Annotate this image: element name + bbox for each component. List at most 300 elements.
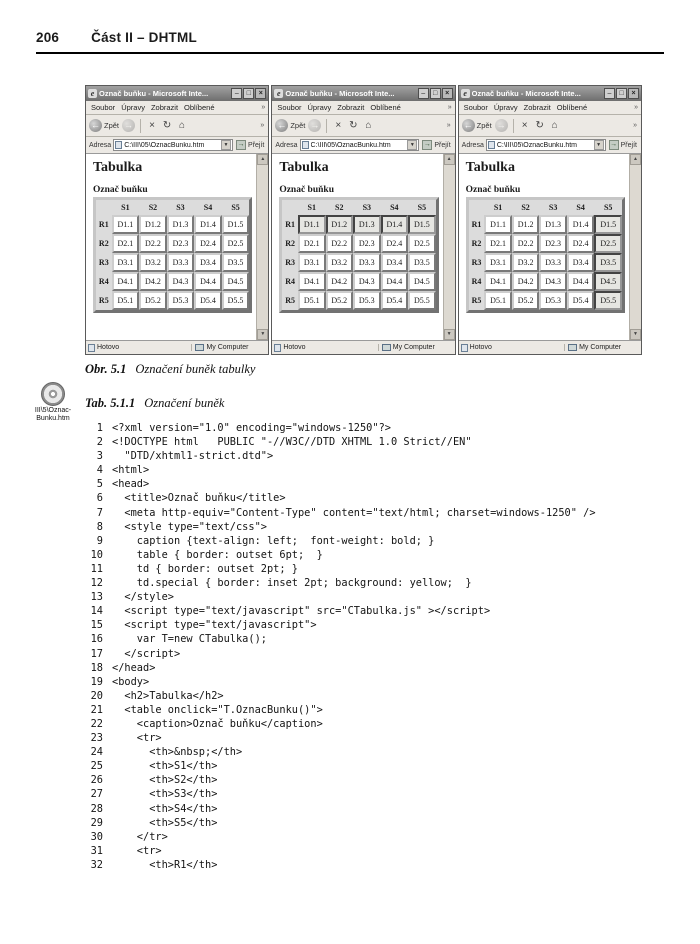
- table-cell[interactable]: D1.4: [567, 215, 595, 234]
- data-table: [93, 197, 252, 313]
- menu-overflow-chevron[interactable]: »: [447, 104, 452, 111]
- table-cell[interactable]: D3.1: [112, 253, 140, 272]
- code-text: <title>Označ buňku</title>: [112, 492, 286, 505]
- table-cell[interactable]: D1.5: [594, 215, 622, 234]
- ie-logo-icon: e: [274, 89, 283, 98]
- table-cell[interactable]: D4.2: [139, 272, 167, 291]
- line-number: 3: [96, 450, 103, 463]
- menu-item[interactable]: Soubor: [277, 103, 302, 112]
- ie-logo-icon: e: [461, 89, 470, 98]
- table-cell[interactable]: D5.2: [139, 291, 167, 310]
- table-cell[interactable]: D3.2: [512, 253, 540, 272]
- go-label: Přejít: [434, 141, 451, 149]
- figure-caption: [85, 362, 255, 377]
- code-line: [85, 562, 596, 576]
- address-label: Adresa: [89, 141, 112, 149]
- address-dropdown-button[interactable]: ▼: [221, 140, 231, 150]
- code-text: <th>&nbsp;</th>: [112, 746, 243, 759]
- row-header: R1: [98, 220, 109, 229]
- table-cell[interactable]: D2.5: [594, 234, 622, 253]
- table-row: [469, 215, 622, 234]
- menu-item[interactable]: Oblíbené: [184, 103, 215, 112]
- row-header: R3: [98, 258, 109, 267]
- status-zone-label: My Computer: [206, 344, 249, 351]
- code-text: <tr>: [112, 844, 162, 857]
- refresh-icon[interactable]: ↻: [535, 119, 544, 131]
- forward-icon[interactable]: →: [310, 120, 320, 130]
- code-text: <th>S2</th>: [112, 774, 218, 787]
- table-cell[interactable]: D4.5: [222, 272, 250, 291]
- table-cell[interactable]: D3.3: [539, 253, 567, 272]
- my-computer-icon: [568, 344, 577, 351]
- code-line: [85, 858, 596, 872]
- address-input[interactable]: [113, 139, 233, 151]
- table-cell[interactable]: D4.5: [594, 272, 622, 291]
- menu-item[interactable]: Zobrazit: [337, 103, 365, 112]
- menu-item[interactable]: Úpravy: [493, 103, 518, 112]
- column-header: S1: [307, 203, 316, 212]
- table-row: [282, 253, 435, 272]
- toolbar-overflow-chevron[interactable]: »: [446, 122, 451, 129]
- table-cell[interactable]: D3.5: [594, 253, 622, 272]
- maximize-button[interactable]: □: [616, 88, 627, 99]
- table-row: [96, 215, 249, 234]
- go-button[interactable]: [608, 140, 638, 150]
- scroll-up-button[interactable]: ▲: [444, 154, 455, 165]
- table-cell[interactable]: D2.5: [408, 234, 436, 253]
- table-cell[interactable]: D1.2: [139, 215, 167, 234]
- code-line: [85, 745, 596, 759]
- window-controls: [418, 88, 453, 99]
- line-number: 21: [90, 703, 103, 716]
- back-button[interactable]: [275, 119, 305, 132]
- table-row: [282, 215, 435, 234]
- scroll-up-button[interactable]: ▲: [257, 154, 268, 165]
- table-cell[interactable]: D2.1: [484, 234, 512, 253]
- table-row: [469, 234, 622, 253]
- table-cell[interactable]: D2.3: [353, 234, 381, 253]
- address-value: C:\III\05\OznacBunku.htm: [124, 141, 205, 149]
- corner-cell: [96, 200, 112, 215]
- code-line: [85, 604, 596, 618]
- content-heading: Tabulka: [465, 160, 515, 175]
- forward-icon[interactable]: →: [496, 120, 506, 130]
- table-cell[interactable]: D4.3: [353, 272, 381, 291]
- minimize-button[interactable]: –: [418, 88, 429, 99]
- table-cell[interactable]: D5.4: [194, 291, 222, 310]
- toolbar-overflow-chevron[interactable]: »: [260, 122, 265, 129]
- table-cell[interactable]: D1.4: [381, 215, 409, 234]
- line-number: 14: [90, 605, 103, 618]
- table-cell[interactable]: D5.3: [167, 291, 195, 310]
- status-text: Hotovo: [97, 344, 120, 351]
- status-icon: [274, 344, 281, 352]
- table-row: [96, 234, 249, 253]
- corner-cell: [282, 200, 298, 215]
- data-table: [466, 197, 625, 313]
- code-line: [85, 802, 596, 816]
- address-input[interactable]: [486, 139, 606, 151]
- header-row: [469, 200, 622, 215]
- menu-overflow-chevron[interactable]: »: [261, 104, 266, 111]
- table-cell[interactable]: D5.1: [484, 291, 512, 310]
- column-header: S4: [390, 203, 399, 212]
- stop-icon[interactable]: ×: [335, 119, 342, 131]
- status-text: Hotovo: [283, 344, 306, 351]
- code-line: [85, 830, 596, 844]
- address-bar: [459, 137, 641, 154]
- code-text: <!DOCTYPE html PUBLIC "-//W3C//DTD XHTML 1.0 Strict//EN": [112, 436, 472, 449]
- scroll-down-button[interactable]: ▼: [630, 329, 641, 340]
- table-cell[interactable]: D2.3: [539, 234, 567, 253]
- address-dropdown-button[interactable]: ▼: [594, 140, 604, 150]
- table-cell[interactable]: D5.3: [353, 291, 381, 310]
- table-cell[interactable]: D3.1: [484, 253, 512, 272]
- browser-window: [85, 85, 269, 355]
- page-header: [36, 30, 197, 45]
- menu-bar: [459, 101, 641, 115]
- minimize-button[interactable]: –: [604, 88, 615, 99]
- maximize-button[interactable]: □: [243, 88, 254, 99]
- status-zone-label: My Computer: [392, 344, 435, 351]
- row-header: R2: [98, 239, 109, 248]
- window-controls: [604, 88, 639, 99]
- row-header: R2: [471, 239, 482, 248]
- code-line: [85, 703, 596, 717]
- code-text: </tr>: [112, 830, 168, 843]
- window-titlebar[interactable]: [86, 86, 268, 101]
- cd-note-line2: Bunku.htm: [36, 415, 70, 423]
- table-cell[interactable]: D1.5: [222, 215, 250, 234]
- refresh-icon[interactable]: ↻: [349, 119, 358, 131]
- table-cell[interactable]: D1.1: [112, 215, 140, 234]
- table-cell[interactable]: D4.4: [567, 272, 595, 291]
- close-button[interactable]: ×: [255, 88, 266, 99]
- close-button[interactable]: ×: [442, 88, 453, 99]
- line-number: 29: [90, 816, 103, 829]
- scroll-up-button[interactable]: ▲: [630, 154, 641, 165]
- table-cell[interactable]: D5.5: [222, 291, 250, 310]
- menu-item[interactable]: Oblíbené: [556, 103, 588, 112]
- table-cell[interactable]: D4.1: [112, 272, 140, 291]
- status-zone: [191, 344, 266, 351]
- table-cell[interactable]: D5.5: [408, 291, 436, 310]
- content-heading: Tabulka: [93, 160, 143, 175]
- table-cell[interactable]: D3.3: [167, 253, 195, 272]
- go-button[interactable]: [235, 140, 265, 150]
- code-line: [85, 717, 596, 731]
- code-text: <th>S4</th>: [112, 802, 218, 815]
- code-line: [85, 632, 596, 646]
- menu-item[interactable]: Úpravy: [121, 103, 145, 112]
- table-cell[interactable]: D3.4: [567, 253, 595, 272]
- table-cell[interactable]: D3.2: [139, 253, 167, 272]
- code-line: [85, 449, 596, 463]
- address-label: Adresa: [461, 141, 484, 149]
- table-cell[interactable]: D5.1: [298, 291, 326, 310]
- table-cell[interactable]: D3.1: [298, 253, 326, 272]
- browser-toolbar: [459, 115, 641, 137]
- code-line: [85, 618, 596, 632]
- table-cell[interactable]: D1.5: [408, 215, 436, 234]
- line-number: 11: [90, 562, 103, 575]
- table-cell[interactable]: D1.1: [484, 215, 512, 234]
- line-number: 5: [96, 478, 103, 491]
- vertical-scrollbar[interactable]: [443, 154, 455, 340]
- line-number: 31: [90, 844, 103, 857]
- code-text: <caption>Označ buňku</caption>: [112, 717, 323, 730]
- menu-item[interactable]: Úpravy: [307, 103, 332, 112]
- code-line: [85, 844, 596, 858]
- scroll-down-button[interactable]: ▼: [444, 329, 455, 340]
- table-cell[interactable]: D5.1: [112, 291, 140, 310]
- refresh-icon[interactable]: ↻: [162, 119, 172, 131]
- status-icon: [88, 344, 95, 352]
- table-cell[interactable]: D2.2: [139, 234, 167, 253]
- column-header: S4: [203, 203, 213, 212]
- line-number: 4: [96, 464, 103, 477]
- menu-item[interactable]: Zobrazit: [523, 103, 551, 112]
- table-cell[interactable]: D5.2: [326, 291, 354, 310]
- line-number: 16: [90, 633, 103, 646]
- stop-icon[interactable]: ×: [521, 119, 528, 131]
- row-header: R1: [285, 220, 296, 229]
- table-caption: Označ buňku: [465, 185, 521, 195]
- table-cell[interactable]: D2.5: [222, 234, 250, 253]
- status-text: Hotovo: [469, 344, 492, 351]
- table-cell[interactable]: D1.3: [353, 215, 381, 234]
- status-bar: [272, 340, 454, 354]
- code-text: var T=new CTabulka();: [112, 633, 267, 646]
- home-icon[interactable]: ⌂: [551, 119, 558, 131]
- menu-item[interactable]: Soubor: [463, 103, 488, 112]
- column-header: S1: [121, 203, 130, 212]
- code-text: td { border: outset 2pt; }: [112, 562, 298, 575]
- table-cell[interactable]: D2.4: [194, 234, 222, 253]
- column-header: S3: [176, 203, 185, 212]
- page-icon: [302, 141, 309, 149]
- code-line: [85, 759, 596, 773]
- window-controls: [231, 88, 266, 99]
- table-cell[interactable]: D5.3: [539, 291, 567, 310]
- figure-caption-text: Označení buněk tabulky: [135, 362, 256, 376]
- line-number: 28: [90, 802, 103, 815]
- table-caption: Označ buňku: [93, 185, 148, 195]
- table-cell[interactable]: D1.4: [194, 215, 222, 234]
- window-titlebar[interactable]: [459, 86, 641, 101]
- back-label: Zpět: [104, 121, 120, 130]
- go-button[interactable]: [421, 140, 451, 150]
- table-cell[interactable]: D1.3: [167, 215, 195, 234]
- minimize-button[interactable]: –: [231, 88, 242, 99]
- line-number: 7: [96, 506, 103, 519]
- line-number: 10: [90, 548, 103, 561]
- column-header: S5: [603, 203, 613, 212]
- status-zone-label: My Computer: [579, 344, 622, 351]
- code-listing: [85, 421, 596, 872]
- line-number: 20: [90, 689, 103, 702]
- code-text: table { border: outset 6pt; }: [112, 548, 323, 561]
- table-cell[interactable]: D4.4: [194, 272, 222, 291]
- header-row: [282, 200, 435, 215]
- toolbar-overflow-chevron[interactable]: »: [633, 122, 637, 129]
- home-icon[interactable]: ⌂: [178, 119, 186, 131]
- table-cell[interactable]: D4.1: [484, 272, 512, 291]
- header-rule: [36, 52, 664, 54]
- table-cell[interactable]: D1.2: [512, 215, 540, 234]
- scroll-down-button[interactable]: ▼: [257, 329, 268, 340]
- table-cell[interactable]: D1.3: [539, 215, 567, 234]
- code-text: <meta http-equiv="Content-Type" content="text/html; charset=windows-1250" />: [112, 506, 596, 519]
- back-label: Zpět: [290, 121, 306, 130]
- address-bar: [86, 137, 268, 154]
- table-cell[interactable]: D3.4: [194, 253, 222, 272]
- menu-item[interactable]: Soubor: [91, 103, 116, 112]
- code-text: </head>: [112, 661, 156, 674]
- figure-caption-label: Obr. 5.1: [85, 362, 127, 376]
- code-line: [85, 773, 596, 787]
- code-text: <style type="text/css">: [112, 520, 267, 533]
- row-header: R5: [471, 296, 482, 305]
- row-header: R4: [98, 277, 109, 286]
- table-cell[interactable]: D5.5: [594, 291, 622, 310]
- toolbar-separator: [140, 119, 141, 133]
- close-button[interactable]: ×: [628, 88, 639, 99]
- table-cell[interactable]: D4.3: [167, 272, 195, 291]
- table-cell[interactable]: D3.3: [353, 253, 381, 272]
- code-line: [85, 647, 596, 661]
- table-row: [282, 234, 435, 253]
- menu-bar: [272, 101, 454, 115]
- home-icon[interactable]: ⌂: [365, 119, 372, 131]
- table-cell[interactable]: D4.4: [381, 272, 409, 291]
- menu-overflow-chevron[interactable]: »: [634, 104, 638, 111]
- row-header: R5: [285, 296, 296, 305]
- table-cell[interactable]: D5.4: [381, 291, 409, 310]
- browser-window: [458, 85, 642, 355]
- line-number: 27: [90, 788, 103, 801]
- code-line: [85, 689, 596, 703]
- address-dropdown-button[interactable]: ▼: [407, 140, 417, 150]
- table-cell[interactable]: D4.2: [326, 272, 354, 291]
- code-text: <body>: [112, 675, 150, 688]
- header-row: [96, 200, 249, 215]
- code-text: <script type="text/javascript" src="CTabulka.js" ></script>: [112, 605, 491, 618]
- vertical-scrollbar[interactable]: [629, 154, 641, 340]
- back-icon: ←: [91, 120, 100, 130]
- table-caption: Označ buňku: [279, 185, 334, 195]
- table-cell[interactable]: D2.4: [567, 234, 595, 253]
- line-number: 15: [90, 619, 103, 632]
- page-number: 206: [36, 30, 60, 45]
- listing-caption-label: Tab. 5.1.1: [85, 396, 136, 410]
- table-cell[interactable]: D5.4: [567, 291, 595, 310]
- row-header: R4: [471, 277, 482, 286]
- address-bar: [272, 137, 454, 154]
- line-number: 6: [96, 492, 103, 505]
- menu-item[interactable]: Zobrazit: [150, 103, 179, 112]
- content-heading: Tabulka: [279, 160, 329, 175]
- stop-icon[interactable]: ×: [149, 119, 155, 131]
- table-cell[interactable]: D2.1: [112, 234, 140, 253]
- line-number: 17: [90, 647, 103, 660]
- column-header: S5: [417, 203, 427, 212]
- go-icon: →: [610, 141, 618, 148]
- table-cell[interactable]: D1.1: [298, 215, 326, 234]
- go-label: Přejít: [620, 141, 637, 149]
- table-cell[interactable]: D3.5: [408, 253, 436, 272]
- table-cell[interactable]: D2.2: [326, 234, 354, 253]
- line-number: 18: [90, 661, 103, 674]
- code-text: caption {text-align: left; font-weight: bold; }: [112, 534, 435, 547]
- table-cell[interactable]: D3.5: [222, 253, 250, 272]
- table-cell[interactable]: D2.1: [298, 234, 326, 253]
- table-cell[interactable]: D4.2: [512, 272, 540, 291]
- line-number: 13: [90, 591, 103, 604]
- my-computer-icon: [382, 344, 391, 351]
- status-zone: [564, 344, 639, 351]
- page-icon: [488, 141, 495, 149]
- back-button[interactable]: [462, 119, 492, 132]
- page-content: [459, 154, 641, 340]
- table-cell[interactable]: D5.2: [512, 291, 540, 310]
- column-header: S2: [335, 203, 344, 212]
- table-cell[interactable]: D2.3: [167, 234, 195, 253]
- browser-toolbar: [86, 115, 268, 137]
- code-line: [85, 661, 596, 675]
- line-number: 24: [90, 746, 103, 759]
- table-cell[interactable]: D2.4: [381, 234, 409, 253]
- forward-icon[interactable]: →: [124, 120, 134, 130]
- toolbar-separator: [513, 119, 514, 133]
- window-titlebar[interactable]: [272, 86, 454, 101]
- code-text: td.special { border: inset 2pt; background: yellow; }: [112, 577, 472, 590]
- table-cell[interactable]: D1.2: [326, 215, 354, 234]
- column-header: S3: [548, 203, 558, 212]
- back-button[interactable]: [89, 119, 119, 132]
- table-cell[interactable]: D2.2: [512, 234, 540, 253]
- table-cell[interactable]: D4.5: [408, 272, 436, 291]
- code-line: [85, 590, 596, 604]
- address-input[interactable]: [300, 139, 420, 151]
- table-cell[interactable]: D4.3: [539, 272, 567, 291]
- ie-logo-icon: e: [88, 89, 97, 98]
- menu-item[interactable]: Oblíbené: [370, 103, 401, 112]
- table-cell[interactable]: D3.2: [326, 253, 354, 272]
- code-line: [85, 435, 596, 449]
- data-table: [279, 197, 438, 313]
- back-icon: ←: [463, 120, 473, 130]
- maximize-button[interactable]: □: [430, 88, 441, 99]
- code-text: </script>: [112, 647, 181, 660]
- address-value: C:\III\05\OznacBunku.htm: [496, 141, 577, 149]
- vertical-scrollbar[interactable]: [256, 154, 268, 340]
- code-line: [85, 506, 596, 520]
- code-text: <th>S3</th>: [112, 788, 218, 801]
- line-number: 22: [90, 717, 103, 730]
- table-cell[interactable]: D3.4: [381, 253, 409, 272]
- table-row: [282, 291, 435, 310]
- code-line: [85, 520, 596, 534]
- line-number: 26: [90, 774, 103, 787]
- cd-icon: [41, 382, 65, 406]
- status-zone: [378, 344, 453, 351]
- address-value: C:\III\05\OznacBunku.htm: [310, 141, 391, 149]
- code-text: <?xml version="1.0" encoding="windows-1250"?>: [112, 422, 391, 434]
- table-cell[interactable]: D4.1: [298, 272, 326, 291]
- code-text: <tr>: [112, 732, 162, 745]
- line-number: 8: [96, 520, 103, 533]
